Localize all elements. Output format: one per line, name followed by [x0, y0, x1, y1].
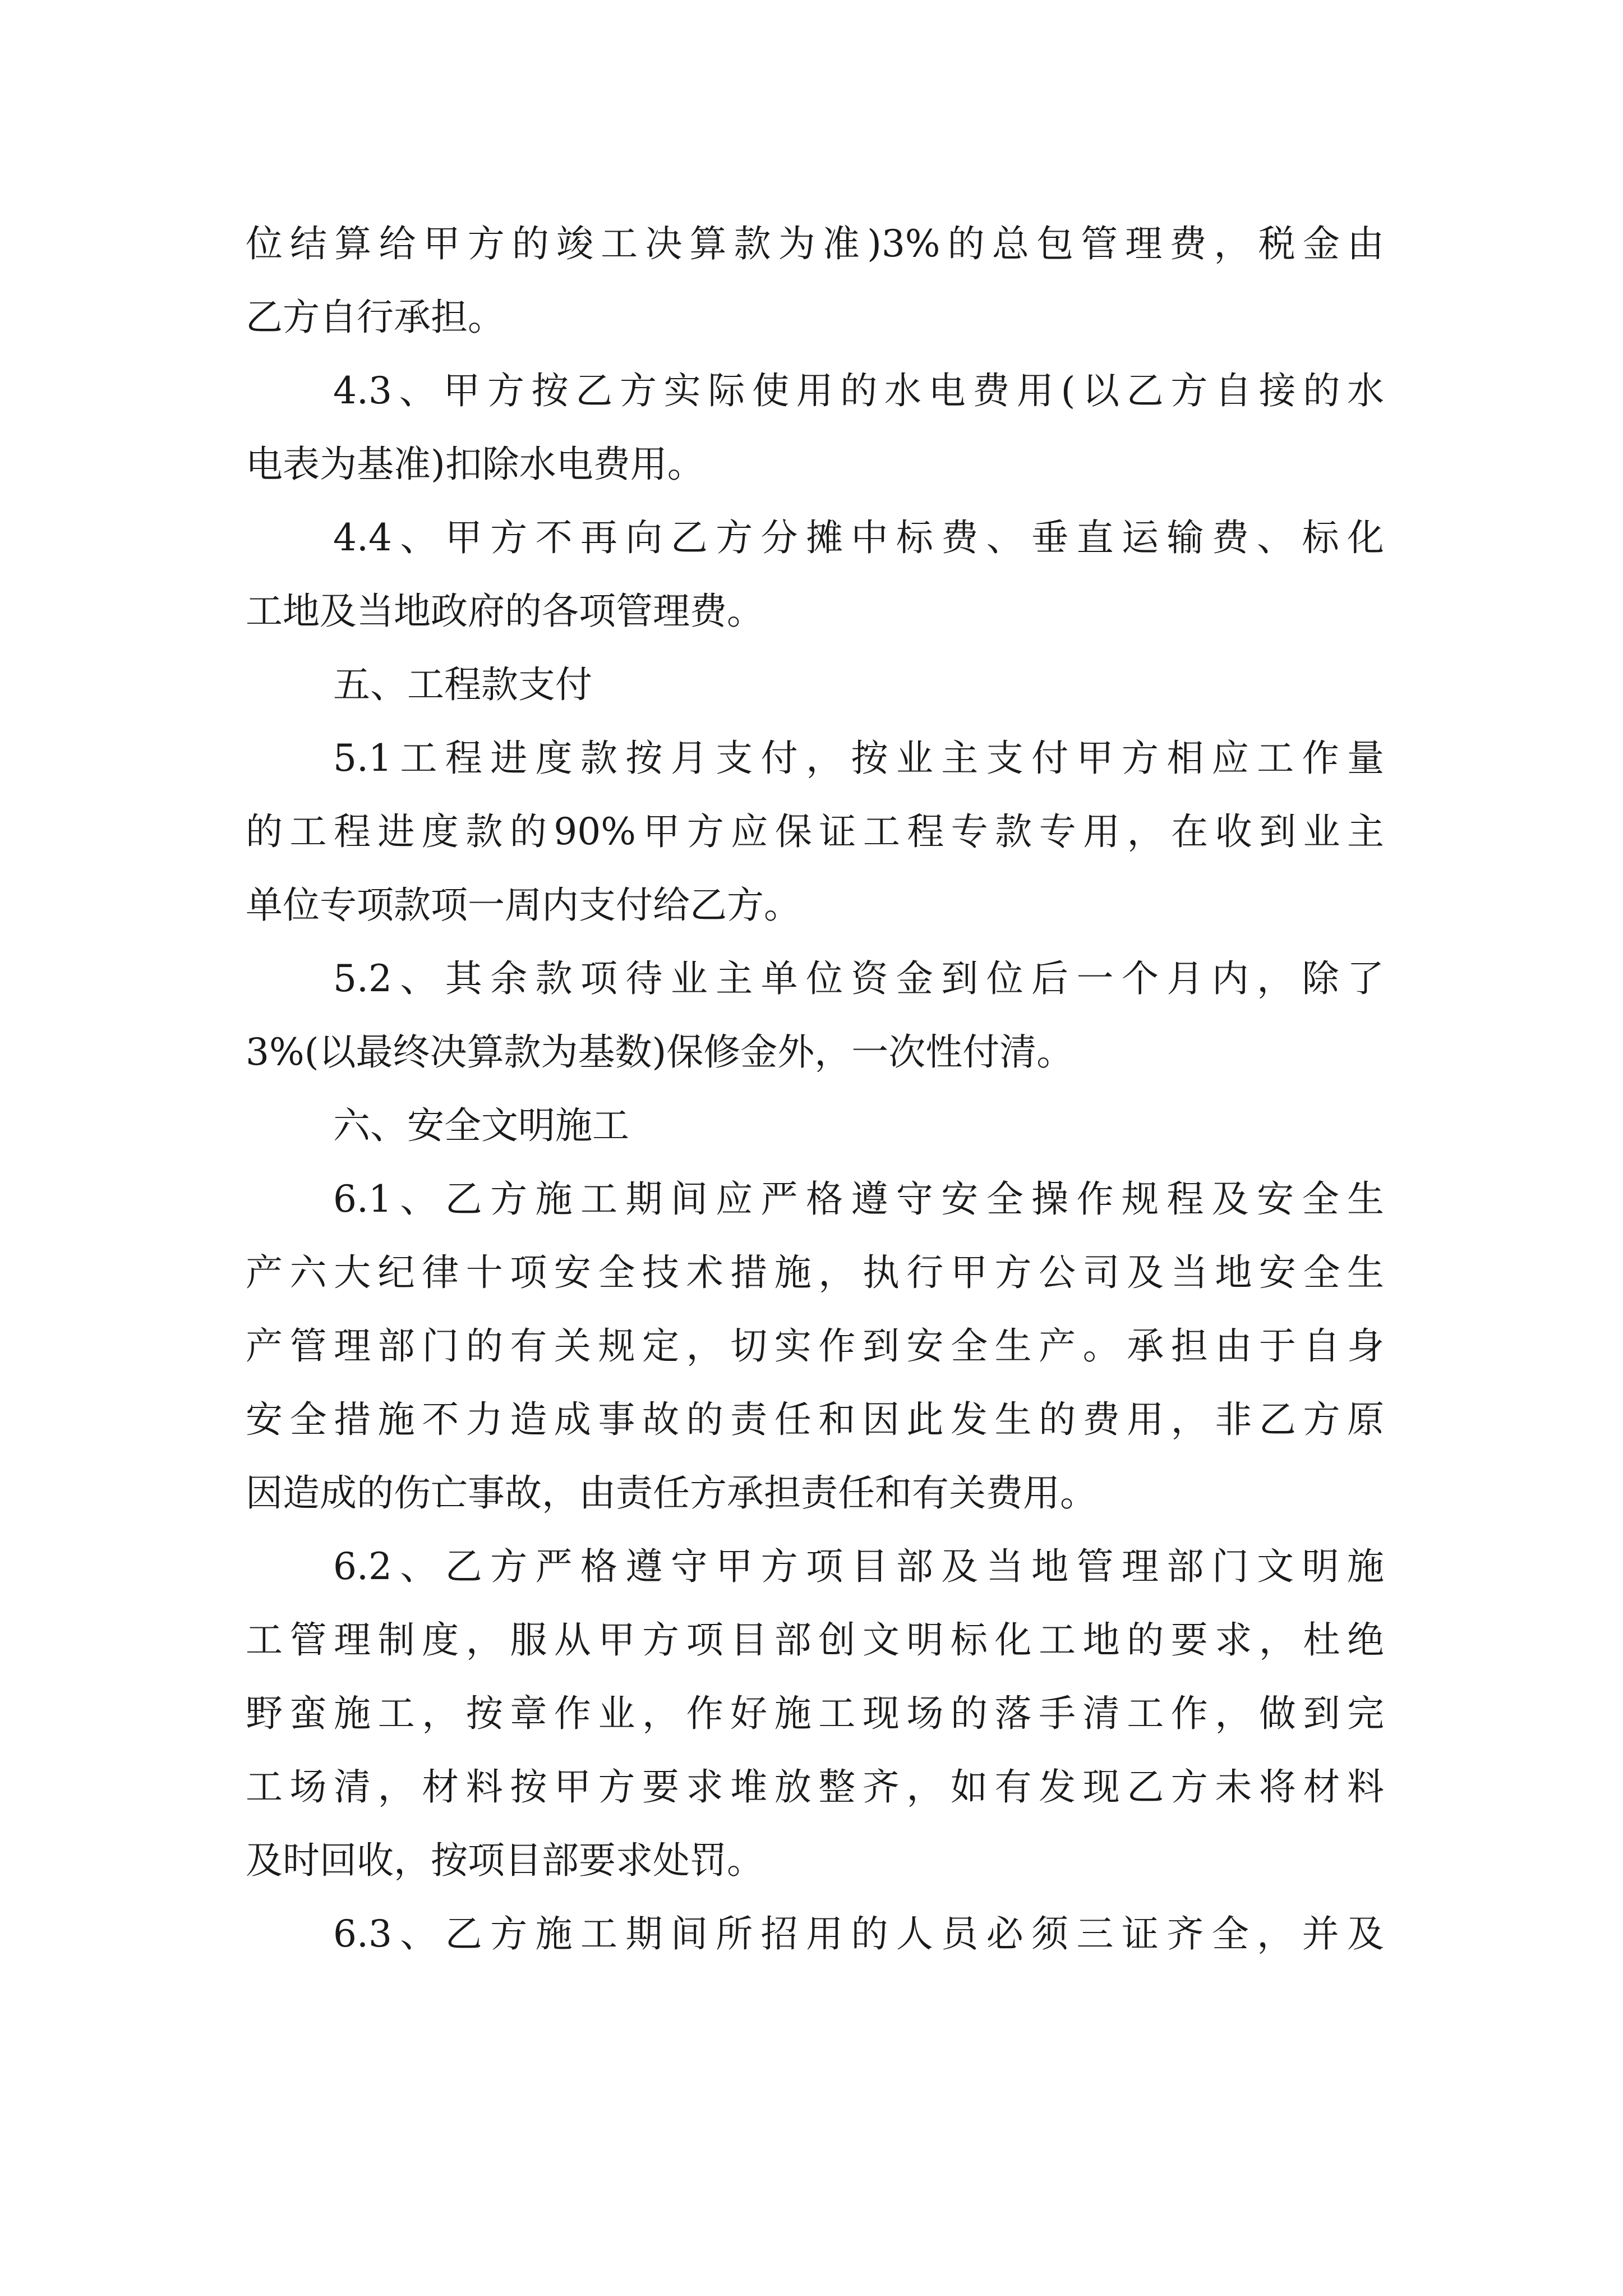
paragraph-line: 单位专项款项一周内支付给乙方。	[246, 884, 801, 927]
paragraph-line: 乙方自行承担。	[246, 296, 505, 339]
paragraph-line: 安全措施不力造成事故的责任和因此发生的费用，非乙方原	[246, 1398, 1384, 1441]
paragraph-line: 位结算给甲方的竣工决算款为准)3%的总包管理费，税金由	[246, 222, 1384, 265]
paragraph-line: 5.1工程进度款按月支付，按业主支付甲方相应工作量	[333, 737, 1384, 780]
paragraph-line: 及时回收，按项目部要求处罚。	[246, 1839, 764, 1882]
paragraph-line: 6.3、乙方施工期间所招用的人员必须三证齐全，并及	[333, 1912, 1384, 1955]
section-heading: 六、安全文明施工	[333, 1104, 629, 1147]
paragraph-line: 的工程进度款的90%甲方应保证工程专款专用，在收到业主	[246, 810, 1384, 853]
paragraph-line: 3%(以最终决算款为基数)保修金外，一次性付清。	[246, 1030, 1074, 1074]
section-heading: 五、工程款支付	[333, 663, 592, 706]
paragraph-line: 电表为基准)扣除水电费用。	[246, 443, 704, 486]
paragraph-line: 6.2、乙方严格遵守甲方项目部及当地管理部门文明施	[333, 1545, 1384, 1588]
paragraph-line: 工地及当地政府的各项管理费。	[246, 590, 764, 633]
paragraph-line: 5.2、其余款项待业主单位资金到位后一个月内，除了	[333, 957, 1384, 1000]
paragraph-line: 工管理制度，服从甲方项目部创文明标化工地的要求，杜绝	[246, 1618, 1384, 1662]
paragraph-line: 工场清，材料按甲方要求堆放整齐，如有发现乙方未将材料	[246, 1765, 1384, 1809]
paragraph-line: 产六大纪律十项安全技术措施，执行甲方公司及当地安全生	[246, 1251, 1384, 1294]
paragraph-line: 4.3、甲方按乙方实际使用的水电费用(以乙方自接的水	[333, 369, 1384, 412]
paragraph-line: 6.1、乙方施工期间应严格遵守安全操作规程及安全生	[333, 1177, 1384, 1221]
paragraph-line: 产管理部门的有关规定，切实作到安全生产。承担由于自身	[246, 1324, 1384, 1368]
paragraph-line: 4.4、甲方不再向乙方分摊中标费、垂直运输费、标化	[333, 516, 1384, 559]
paragraph-line: 野蛮施工，按章作业，作好施工现场的落手清工作，做到完	[246, 1692, 1384, 1735]
paragraph-line: 因造成的伤亡事故，由责任方承担责任和有关费用。	[246, 1471, 1097, 1515]
